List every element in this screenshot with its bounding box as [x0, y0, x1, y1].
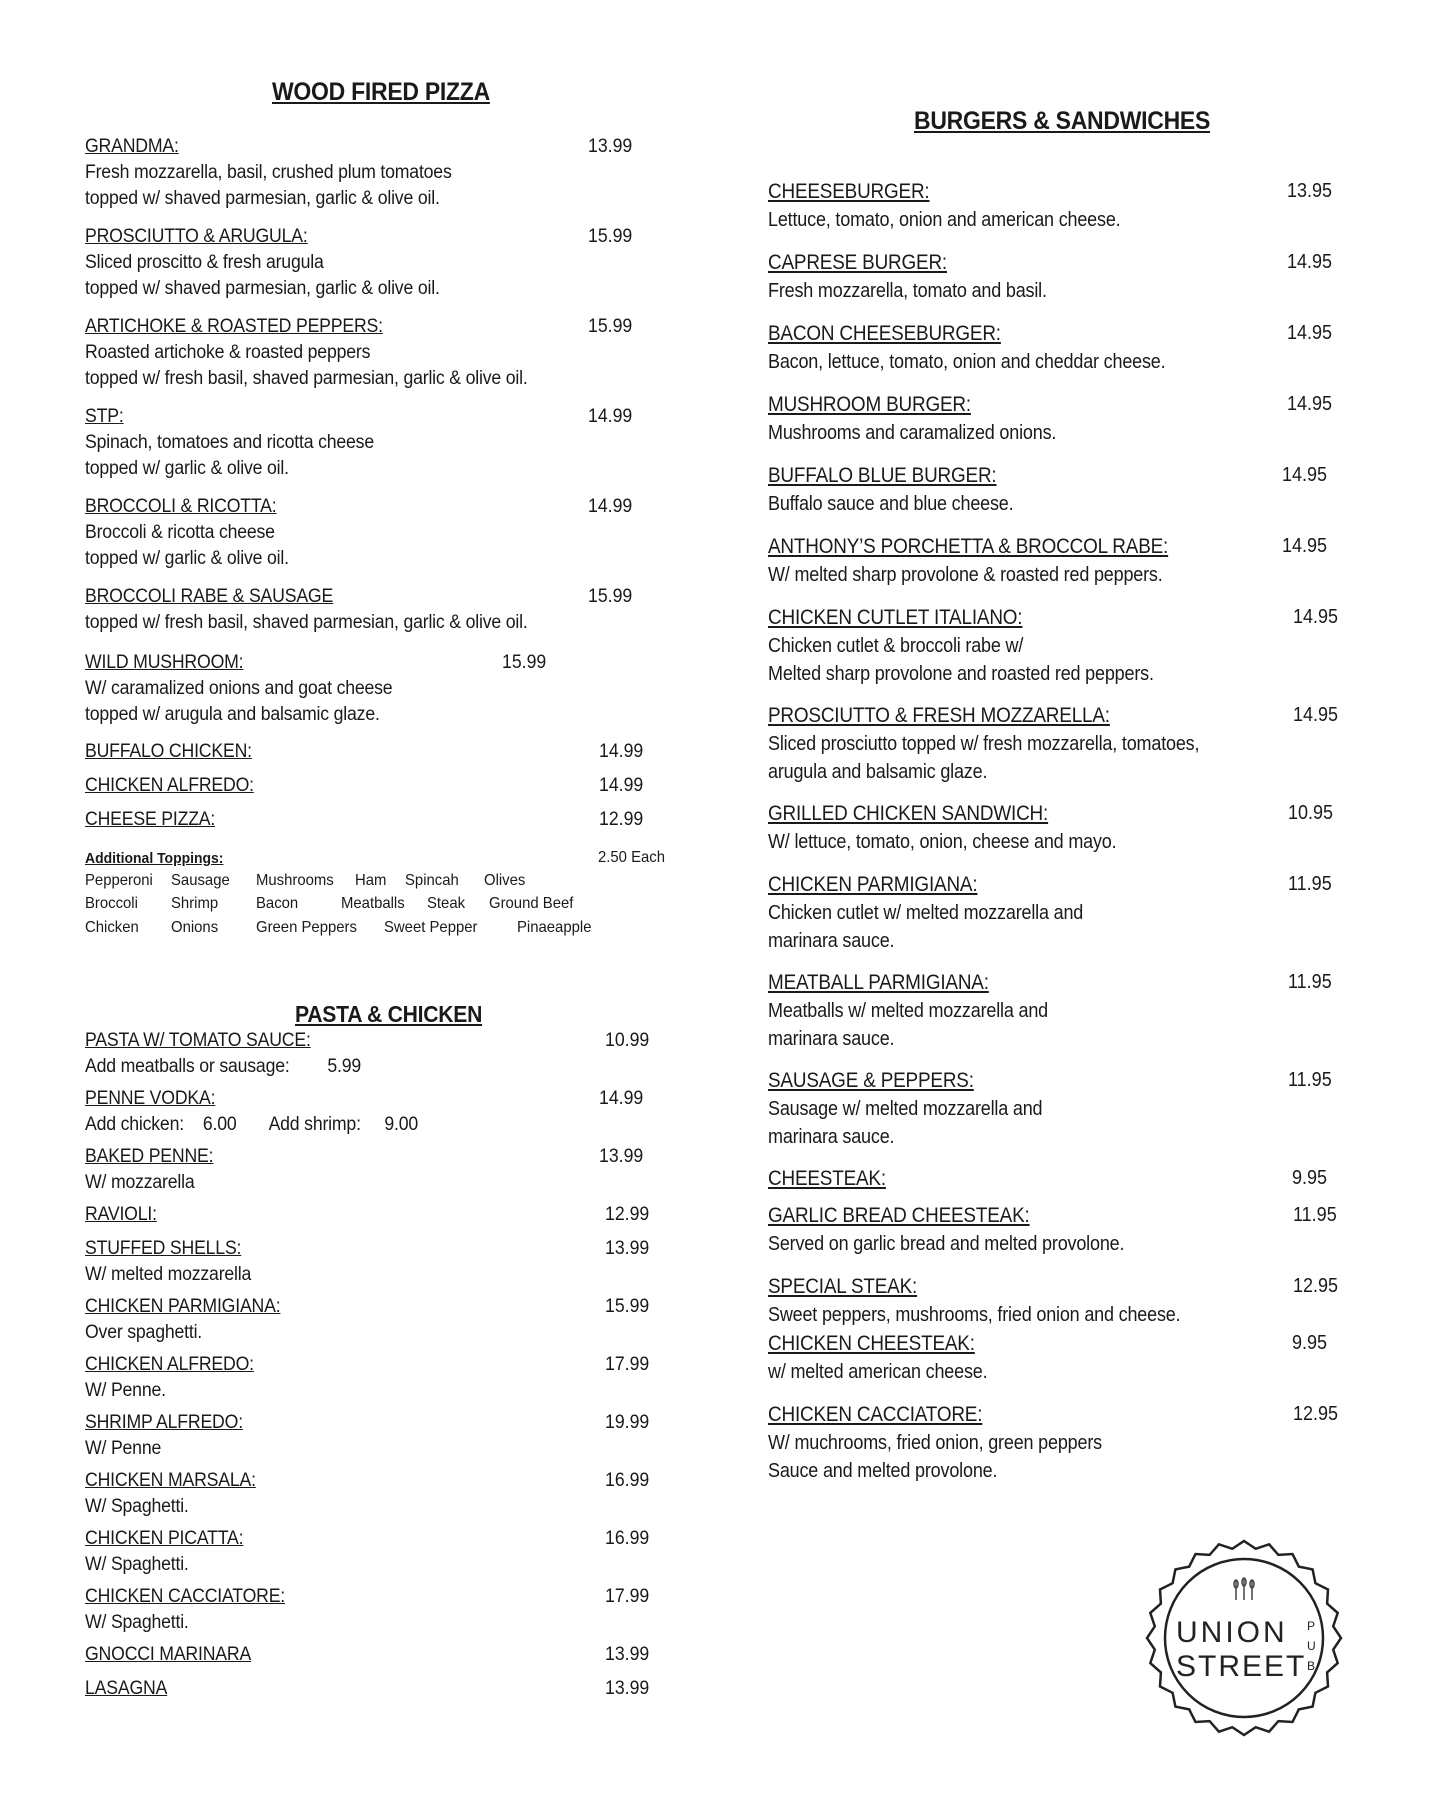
item-price: 14.95: [1287, 393, 1333, 415]
item-desc: Sliced proscitto & fresh arugula: [85, 252, 324, 273]
topping: Green Peppers: [256, 919, 357, 936]
item-price: 12.99: [599, 809, 644, 830]
item-desc: topped w/ shaved parmesian, garlic & olive oil.: [85, 188, 440, 209]
item-desc: W/ muchrooms, fried onion, green peppers: [768, 1432, 1102, 1454]
item-name: BACON CHEESEBURGER:: [768, 322, 1001, 345]
item-desc: Chicken cutlet & broccoli rabe w/: [768, 635, 1024, 657]
item-name: BROCCOLI RABE & SAUSAGE: [85, 586, 334, 607]
toppings-label: Additional Toppings:: [85, 850, 224, 867]
union-street-pub-logo: [1144, 1538, 1344, 1738]
item-desc: Fresh mozzarella, basil, crushed plum tomatoes: [85, 162, 452, 183]
item-price: 16.99: [605, 1470, 650, 1491]
topping: Onions: [171, 919, 219, 936]
topping: Broccoli: [85, 895, 138, 912]
pizza-section-title: WOOD FIRED PIZZA: [272, 78, 490, 106]
item-price: 14.99: [599, 1088, 644, 1109]
topping: Olives: [484, 872, 526, 889]
item-price: 13.99: [605, 1644, 650, 1665]
item-price: 15.99: [588, 226, 633, 247]
item-name: CHICKEN PARMIGIANA:: [768, 873, 978, 896]
item-desc: W/ Spaghetti.: [85, 1496, 189, 1517]
item-price: 11.95: [1288, 971, 1332, 993]
item-price: 13.99: [588, 136, 633, 157]
svg-text:U: U: [1307, 1639, 1316, 1653]
item-desc: Broccoli & ricotta cheese: [85, 522, 275, 543]
item-price: 14.95: [1293, 606, 1339, 628]
item-name: GRANDMA: [85, 136, 175, 157]
item-name: STP: [85, 406, 119, 427]
item-price: 14.99: [599, 741, 644, 762]
item-price: 9.95: [1292, 1332, 1328, 1354]
item-desc: Sweet peppers, mushrooms, fried onion and cheese.: [768, 1304, 1181, 1326]
item-name: SAUSAGE & PEPPERS:: [768, 1069, 974, 1092]
item-name: CHEESEBURGER:: [768, 180, 930, 203]
item-name: MUSHROOM BURGER:: [768, 393, 971, 416]
topping: Pepperoni: [85, 872, 153, 889]
item-name: PASTA W/ TOMATO SAUCE:: [85, 1030, 311, 1051]
item-desc: W/ Spaghetti.: [85, 1612, 189, 1633]
item-name: SHRIMP ALFREDO:: [85, 1412, 243, 1433]
item-desc: Add chicken: 6.00 Add shrimp: 9.00: [85, 1114, 419, 1135]
item-price: 10.95: [1288, 802, 1334, 824]
item-desc: Melted sharp provolone and roasted red peppers.: [768, 663, 1154, 685]
item-price: 12.95: [1293, 1275, 1339, 1297]
item-desc: topped w/ fresh basil, shaved parmesian, garlic & olive oil.: [85, 368, 528, 389]
topping: Chicken: [85, 919, 139, 936]
item-name: GRILLED CHICKEN SANDWICH:: [768, 802, 1049, 825]
item-name: RAVIOLI:: [85, 1204, 157, 1225]
topping: Shrimp: [171, 895, 219, 912]
item-price: 14.95: [1287, 322, 1333, 344]
item-price: 15.99: [588, 586, 633, 607]
item-name: CHICKEN CHEESTEAK:: [768, 1332, 975, 1355]
item-desc: Buffalo sauce and blue cheese.: [768, 493, 1014, 515]
item-desc: Meatballs w/ melted mozzarella and: [768, 1000, 1049, 1022]
item-desc: Chicken cutlet w/ melted mozzarella and: [768, 902, 1084, 924]
logo-street: STREET: [1176, 1650, 1307, 1683]
item-desc: Served on garlic bread and melted provolone.: [768, 1233, 1125, 1255]
item-price: 14.99: [588, 496, 633, 517]
item-price: 13.99: [605, 1678, 650, 1699]
item-desc: Add meatballs or sausage: 5.99: [85, 1056, 362, 1077]
pasta-section-title: PASTA & CHICKEN: [295, 1001, 483, 1027]
svg-text:B: B: [1307, 1659, 1316, 1673]
item-desc: W/ Spaghetti.: [85, 1554, 189, 1575]
item-price: 14.99: [599, 775, 644, 796]
item-name: WILD MUSHROOM: [85, 652, 239, 673]
item-name: CHICKEN PARMIGIANA:: [85, 1296, 281, 1317]
item-name: GNOCCI MARINARA: [85, 1644, 252, 1665]
item-price: 14.99: [588, 406, 633, 427]
item-price: 13.99: [599, 1146, 644, 1167]
item-name: CHICKEN PICATTA:: [85, 1528, 244, 1549]
item-desc: w/ melted american cheese.: [768, 1361, 988, 1383]
item-price: 11.95: [1293, 1204, 1337, 1226]
item-price: 15.99: [605, 1296, 650, 1317]
item-price: 14.95: [1287, 251, 1333, 273]
item-price: 10.99: [605, 1030, 650, 1051]
item-name: BUFFALO BLUE BURGER:: [768, 464, 997, 487]
item-desc: marinara sauce.: [768, 930, 895, 952]
item-name: CAPRESE BURGER:: [768, 251, 948, 274]
item-desc: topped w/ garlic & olive oil.: [85, 548, 289, 569]
topping: Steak: [427, 895, 466, 912]
item-price: 14.95: [1282, 535, 1328, 557]
item-price: 13.95: [1287, 180, 1333, 202]
topping: Sausage: [171, 872, 230, 889]
item-name: BUFFALO CHICKEN:: [85, 741, 252, 762]
topping: Ground Beef: [489, 895, 574, 912]
item-price: 11.95: [1288, 1069, 1332, 1091]
item-name: MEATBALL PARMIGIANA:: [768, 971, 989, 994]
wheat-icon: [1234, 1578, 1254, 1600]
item-name: ARTICHOKE & ROASTED PEPPERS: [85, 316, 379, 337]
item-name: CHICKEN ALFREDO:: [85, 1354, 254, 1375]
item-desc: topped w/ garlic & olive oil.: [85, 458, 289, 479]
item-desc: arugula and balsamic glaze.: [768, 761, 988, 783]
item-name: SPECIAL STEAK:: [768, 1275, 918, 1298]
item-price: 17.99: [605, 1354, 650, 1375]
item-price: 12.95: [1293, 1403, 1339, 1425]
item-price: 11.95: [1288, 873, 1332, 895]
logo-union: UNION: [1176, 1616, 1288, 1649]
item-desc: Fresh mozzarella, tomato and basil.: [768, 280, 1047, 302]
item-desc: topped w/ arugula and balsamic glaze.: [85, 704, 380, 725]
item-desc: topped w/ fresh basil, shaved parmesian, garlic & olive oil.: [85, 612, 528, 633]
item-name: CHICKEN CUTLET ITALIANO:: [768, 606, 1023, 629]
item-price: 15.99: [502, 652, 547, 673]
topping: Meatballs: [341, 895, 405, 912]
item-desc: Roasted artichoke & roasted peppers: [85, 342, 371, 363]
item-price: 16.99: [605, 1528, 650, 1549]
item-name: CHICKEN ALFREDO:: [85, 775, 254, 796]
item-name: BROCCOLI & RICOTTA: [85, 496, 272, 517]
item-name: CHEESTEAK:: [768, 1167, 886, 1190]
item-name: CHICKEN CACCIATORE:: [85, 1586, 286, 1607]
topping: Pinaeapple: [517, 919, 592, 936]
item-desc: Mushrooms and caramalized onions.: [768, 422, 1057, 444]
item-desc: W/ melted mozzarella: [85, 1264, 252, 1285]
item-price: 14.95: [1282, 464, 1328, 486]
item-desc: marinara sauce.: [768, 1028, 895, 1050]
item-desc: Sauce and melted provolone.: [768, 1460, 998, 1482]
topping: Spincah: [405, 872, 459, 889]
item-price: 9.95: [1292, 1167, 1328, 1189]
item-desc: W/ Penne.: [85, 1380, 166, 1401]
topping: Mushrooms: [256, 872, 334, 889]
item-price: 15.99: [588, 316, 633, 337]
item-name: PROSCIUTTO & FRESH MOZZARELLA:: [768, 704, 1110, 727]
item-name: STUFFED SHELLS:: [85, 1238, 242, 1259]
item-desc: Spinach, tomatoes and ricotta cheese: [85, 432, 374, 453]
item-desc: W/ melted sharp provolone & roasted red peppers.: [768, 564, 1163, 586]
item-desc: marinara sauce.: [768, 1126, 895, 1148]
item-name: BAKED PENNE:: [85, 1146, 214, 1167]
topping: Ham: [355, 872, 387, 889]
item-name: CHEESE PIZZA:: [85, 809, 216, 830]
item-price: 14.95: [1293, 704, 1339, 726]
item-name: PENNE VODKA:: [85, 1088, 216, 1109]
burgers-section-title: BURGERS & SANDWICHES: [914, 107, 1211, 135]
item-desc: Sausage w/ melted mozzarella and: [768, 1098, 1043, 1120]
item-desc: Bacon, lettuce, tomato, onion and cheddar cheese.: [768, 351, 1166, 373]
item-name: CHICKEN CACCIATORE:: [768, 1403, 983, 1426]
topping: Sweet Pepper: [384, 919, 478, 936]
logo-pub: [1307, 1619, 1316, 1673]
item-desc: Over spaghetti.: [85, 1322, 203, 1343]
item-name: ANTHONY’S PORCHETTA & BROCCOL RABE: [768, 535, 1164, 558]
item-desc: W/ mozzarella: [85, 1172, 195, 1193]
toppings-price: 2.50 Each: [598, 849, 666, 866]
item-name: LASAGNA: [85, 1678, 168, 1699]
item-name: GARLIC BREAD CHEESTEAK:: [768, 1204, 1030, 1227]
item-price: 19.99: [605, 1412, 650, 1433]
item-name: CHICKEN MARSALA:: [85, 1470, 256, 1491]
topping: Bacon: [256, 895, 299, 912]
item-desc: topped w/ shaved parmesian, garlic & olive oil.: [85, 278, 440, 299]
item-desc: W/ lettuce, tomato, onion, cheese and mayo.: [768, 831, 1117, 853]
item-desc: W/ Penne: [85, 1438, 162, 1459]
svg-text:P: P: [1307, 1619, 1316, 1633]
item-price: 12.99: [605, 1204, 650, 1225]
item-name: PROSCIUTTO & ARUGULA: [85, 226, 303, 247]
item-desc: Sliced prosciutto topped w/ fresh mozzarella, tomatoes,: [768, 733, 1200, 755]
item-desc: Lettuce, tomato, onion and american cheese.: [768, 209, 1121, 231]
item-desc: W/ caramalized onions and goat cheese: [85, 678, 393, 699]
item-price: 13.99: [605, 1238, 650, 1259]
item-price: 17.99: [605, 1586, 650, 1607]
